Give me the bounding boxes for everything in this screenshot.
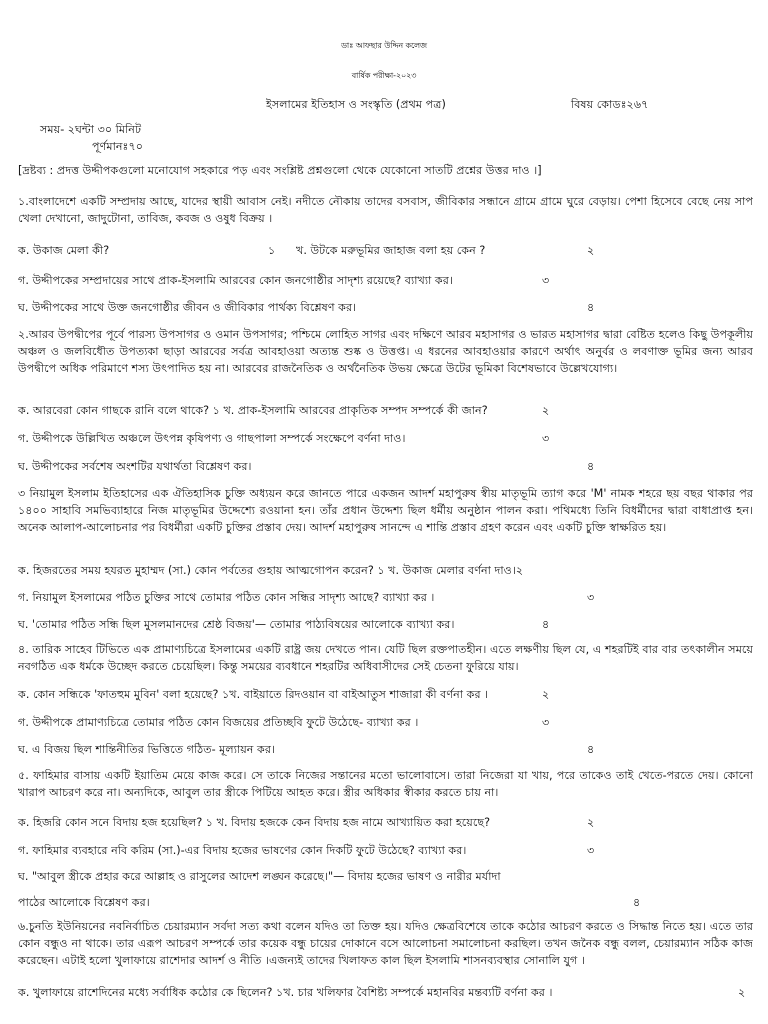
question-4-gha-mark: ৪	[587, 743, 595, 756]
question-4-kha-mark: ২	[542, 688, 550, 701]
question-2-kha-mark: ২	[542, 404, 550, 417]
question-6-stem: ৬.চুনতি ইউনিয়নের নবনির্বাচিত চেয়ারম্যান সর্বদা সত্য কথা বলেন যদিও তা তিক্ত হয়। যদিও ক্ষেত্রবিশেষে তাকে কঠোর আচরণ করতে ও সিদ্ধান্ত নিতে হয়। এতে তার কোন বন্ধুও না থাকে। তার এরূপ আচরণ সম্পর্কে তার কয়েক বন্ধু চায়ের দোকানে বসে আলোচনা সমালোচনা করছিল। তখন জনৈক বন্ধু বলল, চেয়ারম্যান সঠিক কাজ করেছেন। এটাই হলো খুলাফায়ে রাশেদার আদর্শ ও নীতি ।এজন্যই তাদের খিলাফত কাল ছিল ইসলামি শাসনব্যবস্থার সোনালি যুগ ।	[18, 920, 753, 967]
question-3-ga-mark: ৩	[587, 591, 595, 604]
question-2-ga-mark: ৩	[542, 432, 550, 445]
question-4-stem: ৪. তারিক সাহেব টিভিতে এক প্রামাণ্যচিত্রে ইসলামের একটি রাষ্ট্র জয় দেখতে পান। যেটি ছিল রক্তপাতহীন। এতে লক্ষণীয় ছিল যে, এ শহরটিই বার বার তৎকালীন সময়ে নবগঠিত এক ধর্মকে উচ্ছেদ করতে চেয়েছিল। কিন্তু সময়ের ব্যবধানে শহরটির অধিবাসীদের সেই চেতনা ফুরিয়ে যায়।	[18, 643, 753, 673]
question-4-ga: গ. উদ্দীপকে প্রামাণ্যচিত্রে তোমার পঠিত কোন বিজয়ের প্রতিচ্ছবি ফুটে উঠেছে- ব্যাখ্যা কর ।	[18, 716, 419, 729]
question-5-gha-mark: ৪	[633, 896, 641, 909]
subject-title: ইসলামের ইতিহাস ও সংস্কৃতি (প্রথম পত্র)	[266, 98, 446, 111]
exam-title: বার্ষিক পরীক্ষা-২০২৩	[351, 71, 417, 80]
question-5-ga-mark: ৩	[587, 844, 595, 857]
question-4-ka-kha: ক. কোন সন্ধিকে 'ফাতহুম মুবিন' বলা হয়েছে? ১খ. বাইয়াতে রিদওয়ান বা বাইআতুস শাজারা কী বর্ণনা কর ।	[18, 688, 489, 701]
question-1-ka: ক. উকাজ মেলা কী?	[18, 244, 110, 257]
question-5-kha-mark: ২	[587, 816, 595, 829]
question-3-stem: ৩ নিয়ামুল ইসলাম ইতিহাসের এক ঐতিহাসিক চুক্তি অধ্যয়ন করে জানতে পারে একজন আদর্শ মহাপুরুষ স্বীয় মাতৃভূমি ত্যাগ করে 'M' নামক শহরে ছয় বছর থাকার পর ১৪০০ সাহাবি সমভিব্যাহারে নিজ মাতৃভূমির উদ্দেশ্যে রওয়ানা হন। তাঁর প্রধান উদ্দেশ্য ছিল ধর্মীয় অনুষ্ঠান পালন করা। পথিমধ্যে তিনি বিধর্মীদের দ্বারা বাধাপ্রাপ্ত হন। অনেক আলাপ-আলোচনার পর বিধর্মীরা একটি চুক্তির প্রস্তাব দেয়। আদর্শ মহাপুরুষ সানন্দে এ শান্তি প্রস্তাব গ্রহণ করেন এবং একটি চুক্তি স্বাক্ষরিত হয়।	[18, 487, 753, 534]
question-1-kha-mark: ২	[587, 244, 595, 257]
question-3-ga: গ. নিয়ামুল ইসলামের পঠিত চুক্তির সাথে তোমার পঠিত কোন সন্ধির সাদৃশ্য আছে? ব্যাখ্যা কর ।	[18, 591, 435, 604]
question-1-ga-mark: ৩	[542, 274, 550, 287]
question-2-gha-mark: ৪	[587, 460, 595, 473]
question-2-gha: ঘ. উদ্দীপকের সর্বশেষ অংশটির যথার্থতা বিশ্লেষণ কর।	[18, 460, 252, 473]
question-1-gha-mark: ৪	[587, 301, 595, 314]
question-1-ka-mark: ১	[268, 244, 276, 257]
question-5-stem: ৫. ফাহিমার বাসায় একটি ইয়াতিম মেয়ে কাজ করে। সে তাকে নিজের সন্তানের মতো ভালোবাসে। তারা নিজেরা যা খায়, পরে তাকেও তাই খেতে-পরতে দেয়। কোনো খারাপ আচরণ করে না। অন্যদিকে, আবুল তার স্ত্রীকে পিটিয়ে আহত করে। স্ত্রীর অধিকার স্বীকার করতে চায় না।	[18, 769, 753, 799]
question-3-ka-kha: ক. হিজরতের সময় হযরত মুহাম্মদ (সা.) কোন পর্বতের গুহায় আত্মগোপন করেন? ১ খ. উকাজ মেলার বর্ণনা দাও।২	[18, 564, 524, 577]
question-5-gha-line-1: ঘ. "আবুল স্ত্রীকে প্রহার করে আল্লাহ ও রাসুলের আদেশ লঙ্ঘন করেছে।"— বিদায় হজের ভাষণ ও নারীর মর্যাদা	[18, 870, 501, 883]
question-5-ga: গ. ফাহিমার ব্যবহারে নবি করিম (সা.)-এর বিদায় হজের ভাষণের কোন দিকটি ফুটে উঠেছে? ব্যাখ্যা কর।	[18, 844, 467, 857]
question-1-ga: গ. উদ্দীপকের সম্প্রদায়ের সাথে প্রাক-ইসলামি আরবের কোন জনগোষ্ঠীর সাদৃশ্য রয়েছে? ব্যাখ্যা কর।	[18, 274, 453, 287]
question-5-ka-kha: ক. হিজরি কোন সনে বিদায় হজ হয়েছিল? ১ খ. বিদায় হজকে কেন বিদায় হজ নামে আখ্যায়িত করা হয়েছে?	[18, 816, 491, 829]
question-4-gha: ঘ. এ বিজয় ছিল শান্তিনীতির ভিত্তিতে গঠিত- মূল্যায়ন কর।	[18, 743, 276, 756]
question-1-kha: খ. উটকে মরুভূমির জাহাজ বলা হয় কেন ?	[296, 244, 486, 257]
full-marks: পূর্ণমানঃ৭০	[92, 140, 144, 153]
question-3-gha: ঘ. 'তোমার পঠিত সন্ধি ছিল মুসলমানদের শ্রেষ্ঠ বিজয়'— তোমার পাঠ্যবিষয়ের আলোকে ব্যাখ্যা কর।	[18, 618, 455, 631]
question-4-ga-mark: ৩	[542, 716, 550, 729]
question-6-ka-kha: ক. খুলাফায়ে রাশেদিনের মধ্যে সর্বাধিক কঠোর কে ছিলেন? ১খ. চার খলিফার বৈশিষ্ট্য সম্পর্কে মহানবির মন্তব্যটি বর্ণনা কর ।	[18, 986, 553, 999]
instruction: [দ্রষ্টব্য : প্রদত্ত উদ্দীপকগুলো মনোযোগ সহকারে পড় এবং সংশ্লিষ্ট প্রশ্নগুলো থেকে যেকোনো সাতটি প্রশ্নের উত্তর দাও ।]	[18, 164, 542, 177]
subject-code: বিষয় কোডঃ২৬৭	[571, 98, 649, 111]
college-name: ডাঃ আফছার উদ্দিন কলেজ	[341, 41, 427, 50]
question-2-stem: ২.আরব উপদ্বীপের পূর্বে পারস্য উপসাগর ও ওমান উপসাগর; পশ্চিমে লোহিত সাগর এবং দক্ষিণে আরব মহাসাগর ও ভারত মহাসাগর দ্বারা বেষ্টিত হলেও কিছু উপকূলীয় অঞ্চল ও জলবিধৌত উপত্যকা ছাড়া আরবের সর্বত্র আবহাওয়া অত্যন্ত শুষ্ক ও উত্তপ্ত। এ ধরনের আবহাওয়ার কারণে অর্থাৎ অনুর্বর ও লবণাক্ত ভূমির জন্য আরব উপদ্বীপে অধিক পরিমাণে শস্য উৎপাদিত হয় না। আরবের রাজনৈতিক ও অর্থনৈতিক উভয় ক্ষেত্রে উটের ভূমিকা বিশেষভাবে উল্লেখযোগ্য।	[18, 328, 753, 375]
question-6-kha-mark: ২	[738, 986, 746, 999]
question-3-gha-mark: ৪	[542, 618, 550, 631]
question-5-gha-line-2: পাঠের আলোকে বিশ্লেষণ কর।	[18, 896, 150, 909]
exam-time: সময়- ২ঘন্টা ৩০ মিনিট	[40, 123, 142, 136]
question-2-ka-kha: ক. আরবেরা কোন গাছকে রানি বলে থাকে? ১ খ. প্রাক-ইসলামি আরবের প্রাকৃতিক সম্পদ সম্পর্কে কী জান?	[18, 404, 488, 417]
question-1-gha: ঘ. উদ্দীপকের সাথে উক্ত জনগোষ্ঠীর জীবন ও জীবিকার পার্থক্য বিশ্লেষণ কর।	[18, 301, 357, 314]
question-1-stem: ১.বাংলাদেশে একটি সম্প্রদায় আছে, যাদের স্থায়ী আবাস নেই। নদীতে নৌকায় তাদের বসবাস, জীবিকার সন্ধানে গ্রামে গ্রামে ঘুরে বেড়ায়। পেশা হিসেবে বেছে নেয় সাপ খেলা দেখানো, জাদুটোনা, তাবিজ, কবজ ও ওষুধ বিক্রয় ।	[18, 195, 753, 225]
question-2-ga: গ. উদ্দীপকে উল্লিখিত অঞ্চলে উৎপন্ন কৃষিপণ্য ও গাছপালা সম্পর্কে সংক্ষেপে বর্ণনা দাও।	[18, 432, 406, 445]
